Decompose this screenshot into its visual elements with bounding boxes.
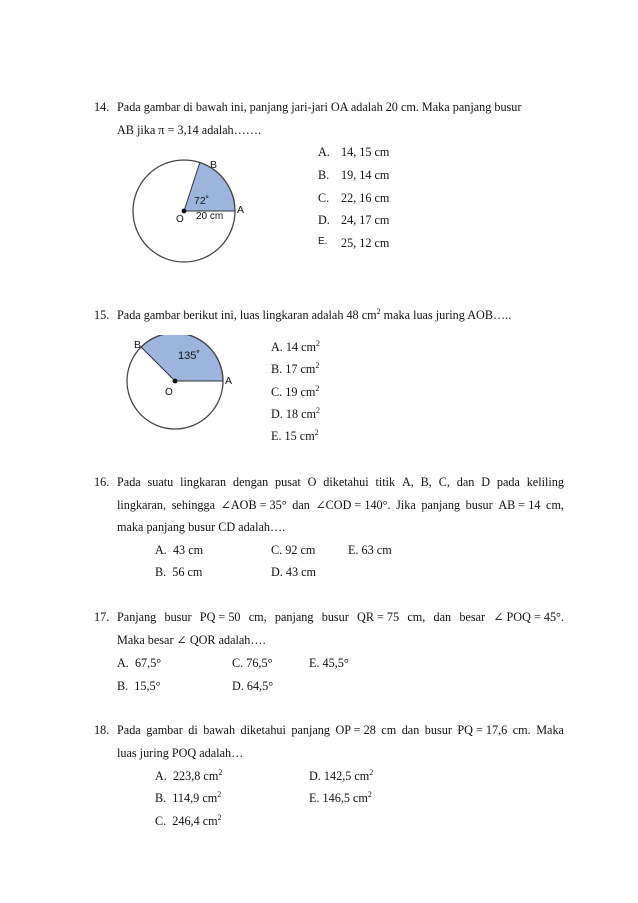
q15-option xyxy=(271,363,319,375)
q14-number: 14. xyxy=(94,100,110,114)
q16-word: dan xyxy=(292,498,310,512)
q15-option-unit: cm xyxy=(299,429,315,443)
q16-word: Pada xyxy=(117,475,141,489)
q18-option xyxy=(155,815,222,827)
q14-point-b: B xyxy=(210,159,218,171)
q16-word: lingkaran, xyxy=(117,498,167,512)
q17-option xyxy=(232,680,273,692)
q15-option-unit: cm xyxy=(301,407,317,421)
q18-number: 18. xyxy=(94,723,110,737)
q18-option-value: 223,8 xyxy=(172,769,201,783)
q18-word: cm xyxy=(381,723,397,737)
q16-option xyxy=(348,544,392,556)
q18-option-unit: cm xyxy=(203,769,219,783)
q18-option xyxy=(309,770,373,782)
q15-option xyxy=(271,408,320,420)
q17-number: 17. xyxy=(94,610,110,624)
q15-option-letter: E. xyxy=(271,429,282,443)
q16-line-3: maka panjang busur CD adalah…. xyxy=(117,520,286,534)
q17-word: Panjang xyxy=(117,610,157,624)
q16-option xyxy=(271,566,316,578)
q14-angle-label: 72˚ xyxy=(194,195,210,207)
q14-center-dot xyxy=(182,209,187,214)
q16-word: titik xyxy=(375,475,396,489)
q15-center-dot xyxy=(173,379,178,384)
q14-option-text: 14, 15 cm xyxy=(341,145,390,159)
q18-option-sup: 2 xyxy=(218,768,223,777)
q18-line-1 xyxy=(117,724,564,736)
q14-point-o: O xyxy=(176,214,184,225)
q18-option-sup: 2 xyxy=(217,790,222,799)
q15-option-letter: B. xyxy=(271,362,283,376)
q14-option-text: 24, 17 cm xyxy=(341,213,390,227)
q15-option xyxy=(271,341,320,353)
q16-word: O xyxy=(307,475,317,489)
q15-option-sup: 2 xyxy=(315,361,320,370)
q15-option-sup: 2 xyxy=(316,406,321,415)
q17-option xyxy=(309,657,349,669)
q15-line-1-sup: 2 xyxy=(376,307,381,316)
q18-word: di xyxy=(188,723,198,737)
q15-line-1-rest: maka luas juring AOB….. xyxy=(380,308,512,322)
q17-option-text: 76,5° xyxy=(246,656,273,670)
q17-option-text: 45,5° xyxy=(322,656,349,670)
q16-option-letter: D. xyxy=(271,565,283,579)
q17-option-text: 15,5° xyxy=(134,679,161,693)
q16-word: ∠COD = 140°. xyxy=(315,498,391,512)
q14-option-letter: E. xyxy=(318,236,328,247)
q16-word: pada xyxy=(496,475,520,489)
q15-option-letter: C. xyxy=(271,385,283,399)
q17-word: busur xyxy=(164,610,192,624)
q16-word: dan xyxy=(456,475,475,489)
q17-option-letter: A. xyxy=(117,656,129,670)
q16-option-text: 43 cm xyxy=(285,565,317,579)
q15-option-unit: cm xyxy=(300,385,316,399)
q14-line-2: AB jika π = 3,14 adalah……. xyxy=(117,123,262,137)
q17-word: cm, xyxy=(248,610,267,624)
q15-option-unit: cm xyxy=(300,362,316,376)
q18-word: Maka xyxy=(536,723,564,737)
q15-line-1 xyxy=(117,309,511,321)
q18-option-letter: E. xyxy=(309,791,320,805)
q18-word: cm. xyxy=(512,723,531,737)
q15-option-sup: 2 xyxy=(316,339,321,348)
q18-option-unit: cm xyxy=(202,791,218,805)
q15-angle-label: 135˚ xyxy=(178,350,201,362)
q18-word: gambar xyxy=(146,723,183,737)
q16-option-text: 92 cm xyxy=(285,543,316,557)
q17-option-letter: D. xyxy=(232,679,244,693)
q17-word: dan xyxy=(433,610,452,624)
q17-word: QR = 75 xyxy=(357,610,400,624)
q14-line-1: Pada gambar di bawah ini, panjang jari-jari OA adalah 20 cm. Maka panjang busur xyxy=(117,100,522,114)
q14-option-letter: C. xyxy=(318,191,330,205)
q17-option-text: 67,5° xyxy=(134,656,162,670)
q18-word: dan xyxy=(401,723,420,737)
q18-option-value: 246,4 xyxy=(172,814,200,828)
q15-option-value: 15 xyxy=(284,429,297,443)
q16-word: cm, xyxy=(546,498,564,512)
q16-number: 16. xyxy=(94,475,110,489)
q15-option-value: 18 xyxy=(285,407,299,421)
q18-option xyxy=(309,792,372,804)
q14-option-letter: B. xyxy=(318,168,330,182)
q16-option xyxy=(155,566,202,578)
q16-option-text: 43 cm xyxy=(172,543,204,557)
q17-option xyxy=(117,680,160,692)
q18-option-unit: cm xyxy=(202,814,218,828)
q15-option-value: 14 xyxy=(285,340,299,354)
q16-option xyxy=(271,544,315,556)
q18-option-unit: cm xyxy=(353,791,368,805)
q18-word: PQ = 17,6 xyxy=(457,723,508,737)
q17-option-letter: B. xyxy=(117,679,129,693)
q16-word: A, xyxy=(401,475,414,489)
q18-option-value: 146,5 xyxy=(322,791,350,805)
q18-option-letter: A. xyxy=(155,769,167,783)
q16-option xyxy=(155,544,203,556)
q17-option-letter: C. xyxy=(232,656,244,670)
q16-word: dengan xyxy=(233,475,269,489)
q18-option xyxy=(155,770,222,782)
q16-option-letter: E. xyxy=(348,543,359,557)
q16-word: busur xyxy=(465,498,493,512)
q18-word: OP = 28 xyxy=(335,723,376,737)
q16-line-1 xyxy=(117,476,564,488)
q15-number: 15. xyxy=(94,308,110,322)
q18-word: bawah xyxy=(203,723,236,737)
q18-option-letter: C. xyxy=(155,814,167,828)
q17-word: ∠ POQ = 45°. xyxy=(493,610,564,624)
q18-word: diketahui xyxy=(240,723,286,737)
q15-option-sup: 2 xyxy=(315,384,320,393)
q18-option-sup: 2 xyxy=(217,813,222,822)
q16-line-2 xyxy=(117,499,564,511)
q16-word: ∠AOB = 35° xyxy=(220,498,287,512)
q16-word: B, xyxy=(420,475,432,489)
q16-word: diketahui xyxy=(323,475,369,489)
q17-line-2: Maka besar ∠ QOR adalah…. xyxy=(117,633,266,647)
q16-option-text: 63 cm xyxy=(361,543,392,557)
q18-word: Pada xyxy=(117,723,141,737)
q15-point-o: O xyxy=(165,387,173,398)
q18-word: busur xyxy=(424,723,452,737)
q17-word: besar xyxy=(459,610,486,624)
q14-option-text: 19, 14 cm xyxy=(341,168,390,182)
q17-option xyxy=(232,657,272,669)
q17-word: PQ = 50 xyxy=(199,610,241,624)
q18-option-value: 114,9 xyxy=(172,791,200,805)
q15-option-unit: cm xyxy=(301,340,317,354)
q17-line-1 xyxy=(117,611,564,623)
q17-word: cm, xyxy=(407,610,426,624)
q15-point-b: B xyxy=(134,339,142,351)
q16-option-letter: C. xyxy=(271,543,283,557)
q16-option-text: 56 cm xyxy=(172,565,203,579)
q14-option-letter: D. xyxy=(318,213,330,227)
q15-point-a: A xyxy=(225,375,233,387)
q18-option xyxy=(155,792,221,804)
q15-option-letter: D. xyxy=(271,407,283,421)
q16-word: AB = 14 xyxy=(498,498,541,512)
q17-word: panjang xyxy=(274,610,314,624)
q14-option-text: 25, 12 cm xyxy=(341,236,390,250)
q18-option-sup: 2 xyxy=(369,768,374,777)
q14-option-letter: A. xyxy=(318,145,330,159)
q16-option-letter: B. xyxy=(155,565,167,579)
q18-option-value: 142,5 xyxy=(323,769,352,783)
q18-word: panjang xyxy=(291,723,330,737)
q18-option-letter: B. xyxy=(155,791,167,805)
q17-option xyxy=(117,657,161,669)
q16-word: Jika xyxy=(396,498,416,512)
q17-option-letter: E. xyxy=(309,656,320,670)
q16-word: panjang xyxy=(421,498,461,512)
q16-word: suatu xyxy=(147,475,174,489)
q14-point-a: A xyxy=(237,204,245,216)
q18-option-sup: 2 xyxy=(367,790,372,799)
q16-word: sehingga xyxy=(171,498,216,512)
q14-sector-diagram xyxy=(130,155,260,275)
q16-word: pusat xyxy=(275,475,301,489)
q14-radius-label: 20 cm xyxy=(196,211,224,222)
q16-word: D xyxy=(481,475,490,489)
q14-option-text: 22, 16 cm xyxy=(341,191,390,205)
q15-option xyxy=(271,386,319,398)
q15-option-letter: A. xyxy=(271,340,283,354)
q17-word: busur xyxy=(321,610,349,624)
q18-option-letter: D. xyxy=(309,769,321,783)
q15-circle-figure xyxy=(120,335,245,450)
q15-option-sup: 2 xyxy=(314,428,319,437)
q17-option-text: 64,5° xyxy=(246,679,274,693)
q15-option xyxy=(271,430,319,442)
q18-line-2: luas juring POQ adalah… xyxy=(117,746,244,760)
q14-circle-figure xyxy=(130,155,260,275)
q16-option-letter: A. xyxy=(155,543,167,557)
q15-option-value: 19 xyxy=(285,385,298,399)
q18-option-unit: cm xyxy=(354,769,370,783)
q15-line-1-text: Pada gambar berikut ini, luas lingkaran adalah 48 cm xyxy=(117,308,377,322)
q16-word: C, xyxy=(438,475,450,489)
q15-option-value: 17 xyxy=(285,362,298,376)
q16-word: lingkaran xyxy=(180,475,227,489)
q15-sector-diagram xyxy=(120,335,245,450)
q16-word: keliling xyxy=(526,475,564,489)
